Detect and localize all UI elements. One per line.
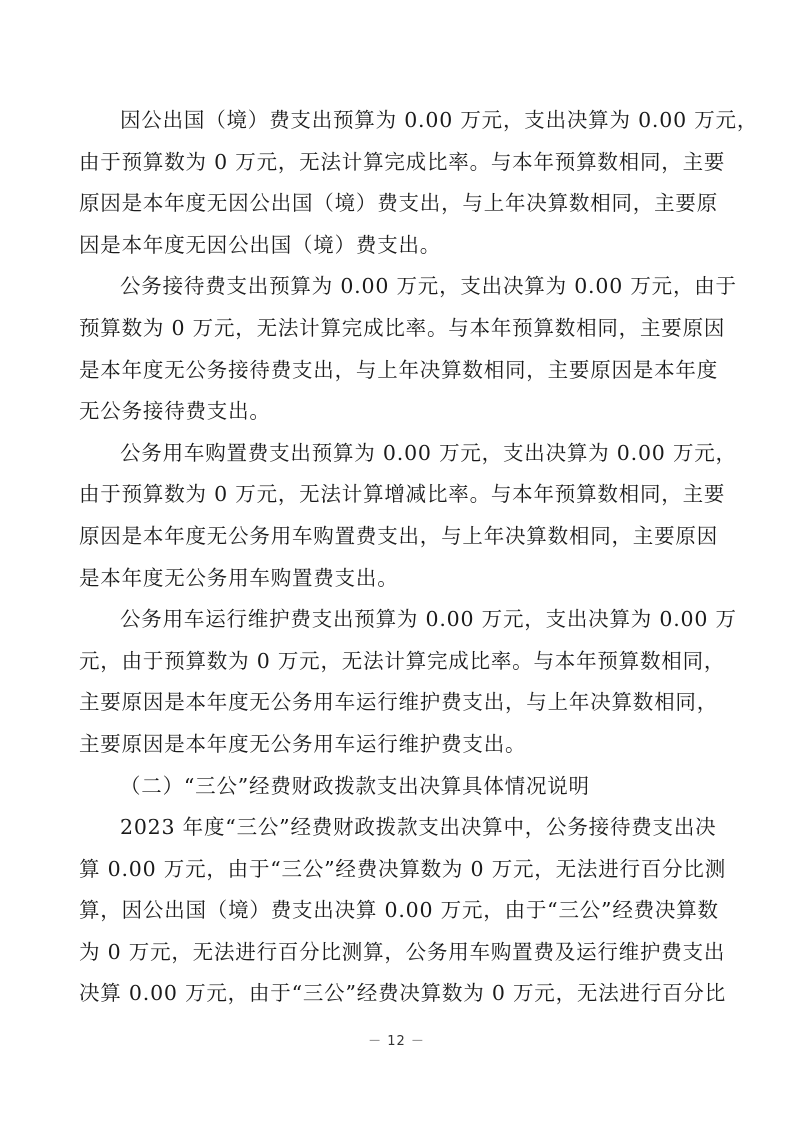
text-line: 公务用车运行维护费支出预算为 0.00 万元，支出决算为 0.00 万 bbox=[120, 607, 737, 632]
text-line: 元，由于预算数为 0 万元，无法计算完成比率。与本年预算数相同， bbox=[79, 648, 726, 673]
page-number: － 12 － bbox=[368, 1034, 425, 1049]
text-line: 原因是本年度无公务用车购置费支出，与上年决算数相同，主要原因 bbox=[79, 523, 718, 548]
text-line: 因是本年度无因公出国（境）费支出。 bbox=[79, 232, 442, 257]
paragraph-vehicle-operation bbox=[79, 599, 737, 765]
text-line: 由于预算数为 0 万元，无法计算增减比率。与本年预算数相同，主要 bbox=[79, 482, 726, 507]
text-line: 无公务接待费支出。 bbox=[79, 399, 271, 424]
text-line: 预算数为 0 万元，无法计算完成比率。与本年预算数相同，主要原因 bbox=[79, 315, 726, 340]
text-line: 是本年度无公务用车购置费支出。 bbox=[79, 565, 399, 590]
text-line: 是本年度无公务接待费支出，与上年决算数相同，主要原因是本年度 bbox=[79, 357, 718, 382]
text-line: 为 0 万元，无法进行百分比测算，公务用车购置费及运行维护费支出 bbox=[79, 939, 726, 964]
text-line: 算 0.00 万元，由于“三公”经费决算数为 0 万元，无法进行百分比测 bbox=[79, 856, 727, 881]
section-heading-block bbox=[79, 766, 719, 808]
text-line: 算，因公出国（境）费支出决算 0.00 万元，由于“三公”经费决算数 bbox=[79, 898, 719, 923]
paragraph-summary bbox=[79, 807, 727, 1015]
text-line: 由于预算数为 0 万元，无法计算完成比率。与本年预算数相同，主要 bbox=[79, 149, 726, 174]
text-line: 2023 年度“三公”经费财政拨款支出决算中，公务接待费支出决 bbox=[120, 815, 717, 840]
paragraph-overseas-travel bbox=[79, 100, 759, 266]
text-line: 决算 0.00 万元，由于“三公”经费决算数为 0 万元，无法进行百分比 bbox=[79, 981, 727, 1006]
paragraph-vehicle-purchase bbox=[79, 433, 737, 599]
text-line: 因公出国（境）费支出预算为 0.00 万元，支出决算为 0.00 万元， bbox=[120, 108, 759, 132]
section-heading: （二）“三公”经费财政拨款支出决算具体情况说明 bbox=[120, 773, 590, 798]
document-body bbox=[79, 100, 759, 1015]
text-line: 主要原因是本年度无公务用车运行维护费支出。 bbox=[79, 731, 527, 756]
text-line: 原因是本年度无因公出国（境）费支出，与上年决算数相同，主要原 bbox=[79, 191, 718, 216]
text-line: 公务用车购置费支出预算为 0.00 万元，支出决算为 0.00 万元， bbox=[120, 440, 737, 465]
text-line: 公务接待费支出预算为 0.00 万元，支出决算为 0.00 万元，由于 bbox=[120, 274, 737, 299]
paragraph-official-reception bbox=[79, 266, 737, 432]
text-line: 主要原因是本年度无公务用车运行维护费支出，与上年决算数相同， bbox=[79, 690, 718, 715]
